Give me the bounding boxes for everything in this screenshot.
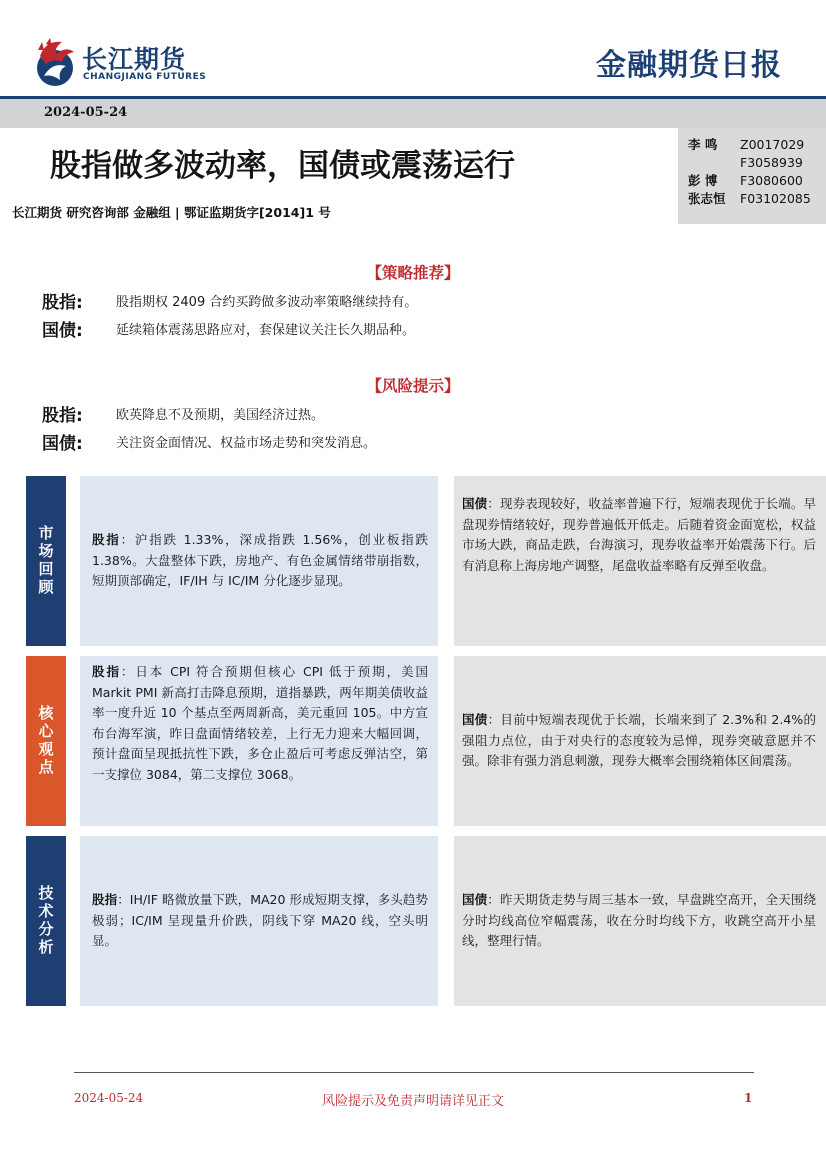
panel-index-market-review: [80, 476, 438, 646]
risk-section-title: 【风险提示】: [366, 377, 460, 395]
analyst-code: F3080600: [740, 173, 803, 188]
panel-label: 股指: [92, 664, 121, 679]
report-subhead: 长江期货 研究咨询部 金融组 | 鄂证监期货字[2014]1 号: [12, 205, 331, 220]
analyst-box: [678, 128, 826, 224]
strategy-label: 国债:: [42, 321, 83, 341]
risk-item: [42, 432, 376, 454]
panel-label: 股指: [92, 892, 118, 908]
risk-label: 国债:: [42, 434, 83, 454]
panel-label: 股指: [92, 532, 121, 548]
panel-text: ：沪指跌 1.33%，深成指跌 1.56%，创业板指跌 1.38%。大盘整体下跌，房地产、有色金属情绪带崩指数，短期顶部确定，IF/IH 与 IC/IM 分化逐步显现。: [92, 532, 428, 589]
panel-text: ：现券表现较好，收益率普遍下行，短端表现优于长端。早盘现券情绪较好，现券普遍低开低走。后随着资金面宽松，权益市场大跌，商品走跌，台海演习，现券收益率开始震荡下行。后有消息称上海房地产调整，尾盘收益率略有反弹至收盘。: [462, 496, 816, 573]
panel-label: 国债: [462, 892, 488, 908]
analyst-row: [688, 172, 826, 190]
analyst-row: [688, 190, 826, 208]
report-title: 股指做多波动率，国债或震荡运行: [50, 148, 515, 184]
analyst-code: F03102085: [740, 191, 811, 206]
analyst-row: [688, 154, 826, 172]
panel-index-technical-analysis: [80, 836, 438, 1006]
section-tab-technical-analysis: 技术分析: [26, 836, 66, 1006]
panel-label: 国债: [462, 496, 488, 511]
analyst-name: 张志恒: [688, 191, 726, 206]
report-date: 2024-05-24: [44, 105, 128, 120]
panel-index-core-view: [80, 656, 438, 826]
panel-text: ：日本 CPI 符合预期但核心 CPI 低于预期，美国 Markit PMI 新高打击降息预期，道指暴跌，两年期美债收益率一度升近 10 个基点至两周新高，美元重回 105。中方宣布台海军演，昨日盘面情绪较差，上行无力迎来大幅回调，预计盘面呈现抵抗性下跌，多仓止盈后可考虑反弹沽空，第一支撑位 3084，第二支撑位 3068。: [92, 664, 428, 782]
page-number: 1: [744, 1091, 753, 1105]
strategy-text: 延续箱体震荡思路应对，套保建议关注长久期品种。: [116, 323, 416, 338]
footer-date: 2024-05-24: [74, 1091, 144, 1105]
panel-label: 国债: [462, 712, 488, 728]
logo-text-cn: 长江期货: [82, 45, 187, 74]
strategy-section-title: 【策略推荐】: [366, 264, 460, 282]
footer-divider: [74, 1072, 754, 1073]
section-tab-core-view: 核心观点: [26, 656, 66, 826]
strategy-text: 股指期权 2409 合约买跨做多波动率策略继续持有。: [116, 295, 418, 310]
panel-text: ：目前中短端表现优于长端，长端来到了 2.3%和 2.4%的强阻力点位，由于对央行的态度较为忌惮，现券突破意愿并不强。除非有强力消息刺激，现券大概率会围绕箱体区间震荡。: [462, 712, 816, 769]
risk-label: 股指:: [42, 406, 83, 426]
analyst-name: 李 鸣: [688, 137, 718, 152]
section-tab-market-review: 市场回顾: [26, 476, 66, 646]
panel-bond-technical-analysis: [454, 836, 826, 1006]
panel-text: ：IH/IF 略微放量下跌，MA20 形成短期支撑，多头趋势极弱；IC/IM 呈现量升价跌，阴线下穿 MA20 线，空头明显。: [92, 892, 428, 949]
panel-text: ：昨天期货走势与周三基本一致，早盘跳空高开，全天围绕分时均线高位窄幅震荡，收在分时均线下方，收跳空高开小星线，整理行情。: [462, 892, 816, 949]
footer-disclaimer: 风险提示及免责声明请详见正文: [321, 1094, 504, 1109]
panel-bond-core-view: [454, 656, 826, 826]
risk-item: [42, 404, 324, 426]
risk-text: 欧英降息不及预期，美国经济过热。: [116, 408, 325, 423]
report-type-title: 金融期货日报: [596, 48, 782, 83]
analyst-code: F3058939: [740, 155, 803, 170]
analyst-name: 彭 博: [688, 173, 718, 188]
strategy-label: 股指:: [42, 293, 83, 313]
strategy-item: [42, 319, 415, 341]
strategy-item: [42, 291, 417, 313]
analyst-row: [688, 136, 826, 154]
risk-text: 关注资金面情况、权益市场走势和突发消息。: [116, 436, 377, 451]
company-logo: [32, 34, 232, 90]
analyst-code: Z0017029: [740, 137, 805, 152]
date-bar: [0, 96, 826, 128]
dragon-logo-icon: [32, 36, 78, 88]
logo-text-en: CHANGJIANG FUTURES: [83, 72, 207, 82]
panel-bond-market-review: [454, 476, 826, 646]
